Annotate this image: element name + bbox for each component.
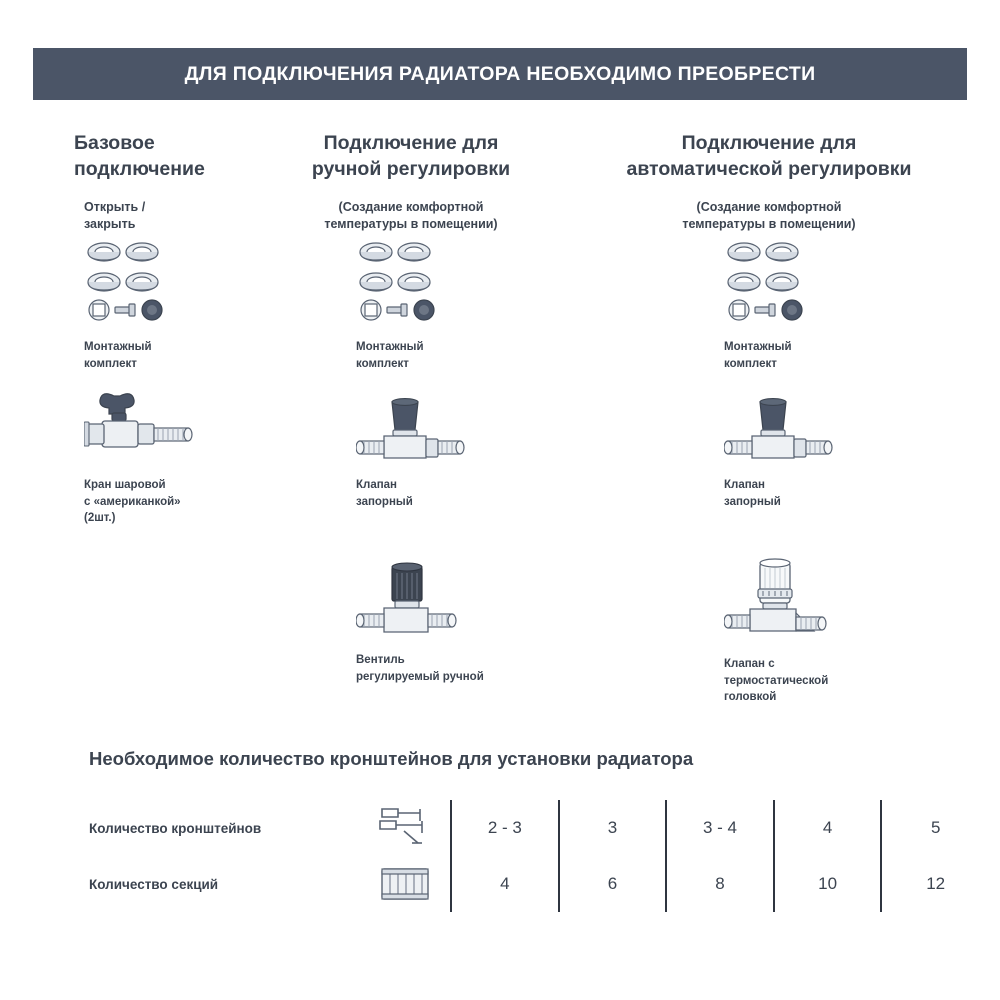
item-manual-regulating-valve-caption <box>356 652 484 685</box>
item-mounting-kit-1-caption <box>84 339 184 372</box>
table-row <box>89 800 989 856</box>
bracket-table <box>89 800 989 912</box>
cell-sections-2: 6 <box>559 856 667 912</box>
column-2-title-line1: Подключение для <box>323 132 499 154</box>
bracket-icon <box>374 805 436 851</box>
cell-sections-1: 4 <box>451 856 559 912</box>
caption-line1: Кран шаровой <box>84 479 166 491</box>
column-1-title-line1: Базовое <box>74 132 155 154</box>
item-shutoff-valve-3 <box>724 398 834 510</box>
column-3-title-line1: Подключение для <box>681 132 857 154</box>
column-2-subtitle <box>261 199 561 233</box>
caption-line3: (2шт.) <box>84 512 116 525</box>
item-ball-valve-caption <box>84 477 209 527</box>
cell-brackets-2: 3 <box>559 800 667 856</box>
manual-regulating-valve-icon <box>356 555 466 643</box>
table-title: Необходимое количество кронштейнов для установки радиатора <box>89 748 694 769</box>
page-title: ДЛЯ ПОДКЛЮЧЕНИЯ РАДИАТОРА НЕОБХОДИМО ПРЕОБРЕСТИ <box>184 62 816 85</box>
columns-container <box>33 130 967 704</box>
caption-line1: Клапан с <box>724 658 775 670</box>
item-shutoff-valve-2 <box>356 398 466 510</box>
mounting-kit-icon <box>356 238 456 330</box>
column-basic-connection <box>33 130 261 525</box>
item-mounting-kit-1 <box>84 238 184 372</box>
column-2-title-line2: ручной регулировки <box>311 158 511 181</box>
caption-line1: Клапан <box>724 479 766 491</box>
column-3-subtitle <box>561 199 967 233</box>
column-2-subtitle-line1: (Создание комфортной <box>338 199 484 214</box>
caption-line2: термостатической <box>724 674 829 687</box>
caption-line3: головкой <box>724 691 777 704</box>
cell-brackets-1: 2 - 3 <box>451 800 559 856</box>
item-manual-regulating-valve <box>356 555 484 685</box>
column-3-title-line2: автоматической регулировки <box>626 158 912 181</box>
item-thermostatic-valve-caption <box>724 656 834 706</box>
column-3-subtitle-line1: (Создание комфортной <box>696 199 842 214</box>
column-3-subtitle-line2: температуры в помещении) <box>682 216 856 231</box>
caption-line2: регулируемый ручной <box>356 670 484 683</box>
bracket-table-section <box>33 748 967 912</box>
item-thermostatic-valve <box>724 555 834 706</box>
radiator-icon <box>374 861 436 907</box>
caption-line2: комплект <box>84 357 137 370</box>
caption-line1: Клапан <box>356 479 398 491</box>
caption-line2: запорный <box>724 495 781 508</box>
item-mounting-kit-2-caption <box>356 339 456 372</box>
column-2-title <box>261 130 561 183</box>
column-2-subtitle-line2: температуры в помещении) <box>324 216 498 231</box>
column-automatic-regulation <box>561 130 967 704</box>
cell-sections-5: 12 <box>881 856 989 912</box>
column-1-subtitle <box>33 199 261 233</box>
table-row <box>89 856 989 912</box>
row-icon-brackets <box>361 800 451 856</box>
cell-brackets-4: 4 <box>774 800 882 856</box>
row-label-sections: Количество секций <box>89 876 219 892</box>
column-3-title <box>561 130 967 183</box>
column-manual-regulation <box>261 130 561 683</box>
ball-valve-icon <box>84 388 209 468</box>
mounting-kit-icon <box>84 238 184 330</box>
item-shutoff-valve-3-caption <box>724 477 834 510</box>
caption-line1: Монтажный <box>724 341 792 353</box>
caption-line2: с «американкой» <box>84 495 181 508</box>
column-1-subtitle-line1: Открыть / <box>84 199 146 214</box>
caption-line1: Вентиль <box>356 654 405 666</box>
item-shutoff-valve-2-caption <box>356 477 466 510</box>
row-icon-sections <box>361 856 451 912</box>
item-ball-valve <box>84 388 209 527</box>
caption-line1: Монтажный <box>84 341 152 353</box>
cell-sections-4: 10 <box>774 856 882 912</box>
cell-sections-3: 8 <box>666 856 774 912</box>
row-label-brackets: Количество кронштейнов <box>89 820 262 836</box>
column-1-title-line2: подключение <box>74 158 205 181</box>
header-banner <box>33 48 967 100</box>
item-mounting-kit-2 <box>356 238 456 372</box>
mounting-kit-icon <box>724 238 824 330</box>
cell-brackets-5: 5 <box>881 800 989 856</box>
item-mounting-kit-3 <box>724 238 824 372</box>
column-1-subtitle-line2: закрыть <box>84 216 136 231</box>
caption-line2: комплект <box>724 357 777 370</box>
cell-brackets-3: 3 - 4 <box>666 800 774 856</box>
column-1-title <box>33 130 261 183</box>
thermostatic-valve-icon <box>724 555 834 647</box>
shutoff-valve-icon <box>724 398 834 468</box>
caption-line2: запорный <box>356 495 413 508</box>
item-mounting-kit-3-caption <box>724 339 824 372</box>
caption-line1: Монтажный <box>356 341 424 353</box>
shutoff-valve-icon <box>356 398 466 468</box>
caption-line2: комплект <box>356 357 409 370</box>
